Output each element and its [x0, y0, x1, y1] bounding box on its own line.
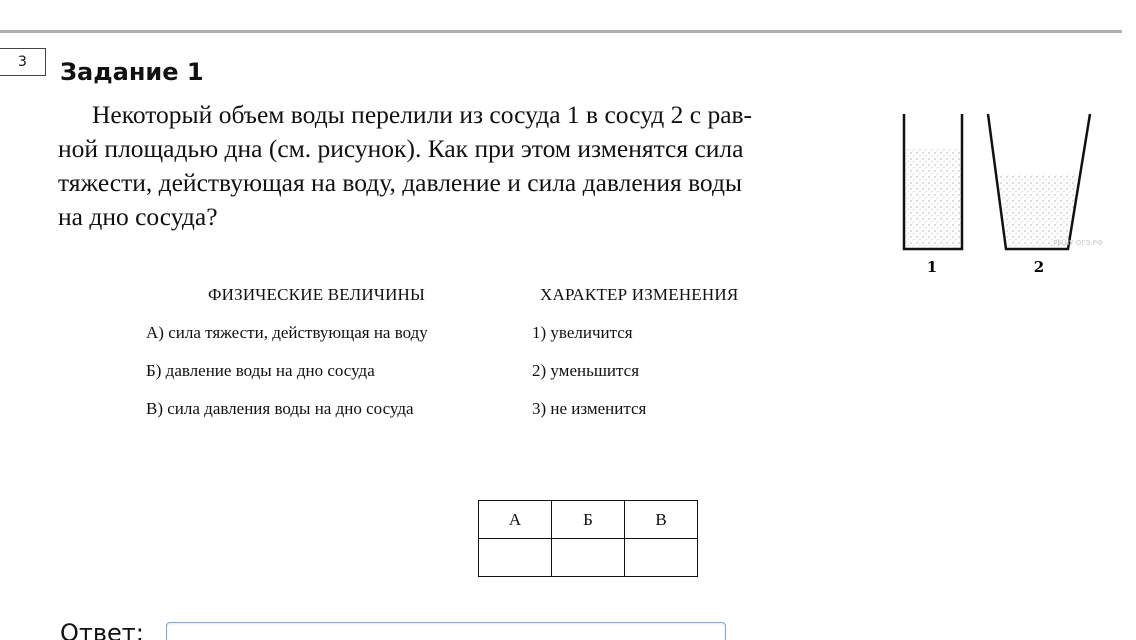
answer-grid-header: А	[479, 501, 552, 539]
question-line: тяжести, действующая на воду, давление и сила давления воды	[58, 168, 743, 197]
top-divider	[0, 30, 1122, 33]
answer-grid-cell	[552, 539, 625, 577]
answer-input[interactable]	[166, 622, 726, 640]
answer-grid-cell	[625, 539, 698, 577]
change-option: 3) не изменится	[532, 399, 647, 418]
quantity-item: В) сила давления воды на дно сосуда	[146, 399, 414, 418]
vessel-2-label: 2	[1033, 258, 1045, 276]
task-number-badge: 3	[0, 48, 46, 76]
answer-grid-header: Б	[552, 501, 625, 539]
question-line: Некоторый объем воды перелили из сосуда 1 в сосуд 2 с рав-	[92, 100, 753, 129]
vessel-1-icon	[904, 114, 962, 249]
vessels-figure	[892, 104, 1120, 288]
answer-grid-value-row	[479, 539, 698, 577]
answer-grid-cell	[479, 539, 552, 577]
task-title: Задание 1	[60, 58, 204, 86]
answer-grid-header: В	[625, 501, 698, 539]
quantity-item: А) сила тяжести, действующая на воду	[146, 323, 428, 342]
question-line: на дно сосуда?	[58, 202, 218, 231]
answer-label: Ответ:	[60, 619, 144, 640]
answer-grid-header-row	[479, 501, 698, 539]
change-option: 1) увеличится	[532, 323, 633, 342]
question-line: ной площадью дна (см. рисунок). Как при этом изменятся сила	[58, 134, 744, 163]
question-text	[58, 98, 888, 234]
vessel-1-label: 1	[926, 258, 938, 276]
physical-quantities-header: ФИЗИЧЕСКИЕ ВЕЛИЧИНЫ	[208, 285, 426, 304]
watermark: РЕШУ ОГЭ.РФ	[1053, 239, 1103, 247]
change-character-header: ХАРАКТЕР ИЗМЕНЕНИЯ	[540, 285, 739, 304]
answer-grid	[478, 500, 698, 577]
vessel-2-icon	[988, 114, 1090, 249]
change-option: 2) уменьшится	[532, 361, 640, 380]
quantity-item: Б) давление воды на дно сосуда	[146, 361, 375, 380]
